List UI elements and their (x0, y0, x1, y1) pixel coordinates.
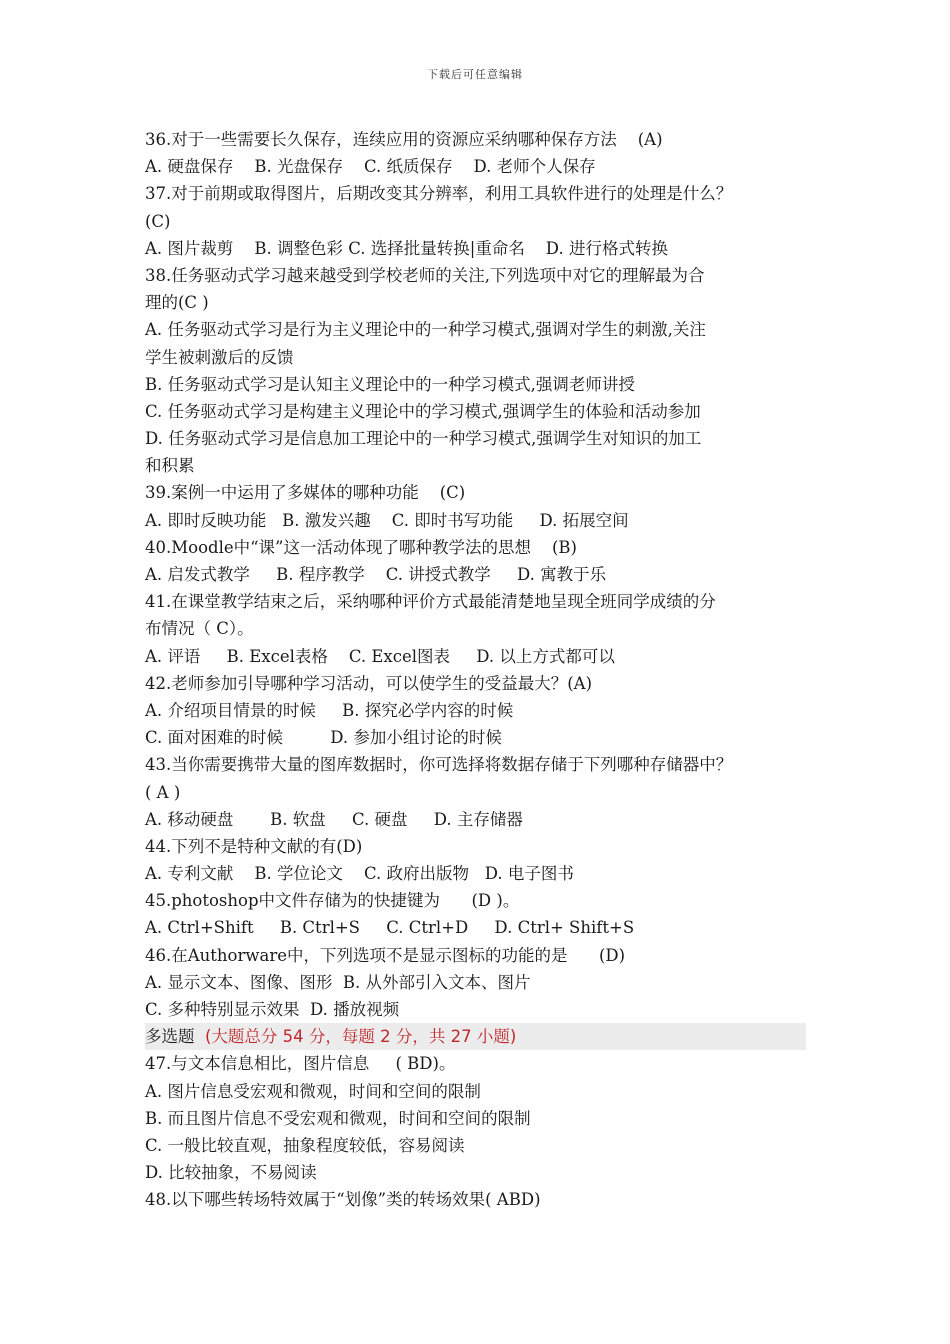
text-line: C. 一般比较直观，抽象程度较低，容易阅读 (145, 1135, 465, 1155)
text-line: A. 任务驱动式学习是行为主义理论中的一种学习模式,强调对学生的刺激,关注 (145, 320, 706, 340)
text-line: C. 多种特别显示效果 D. 播放视频 (145, 1000, 400, 1019)
text-line: A. 启发式教学 B. 程序教学 C. 讲授式教学 D. 寓教于乐 (145, 565, 607, 584)
document-body (145, 126, 810, 1214)
text-line: A. 介绍项目情景的时候 B. 探究必学内容的时候 (145, 700, 514, 720)
text-line: A. 即时反映功能 B. 激发兴趣 C. 即时书写功能 D. 拓展空间 (145, 510, 629, 530)
text-line: A. 显示文本、图像、图形 B. 从外部引入文本、图片 (145, 972, 531, 992)
text-line: D. 比较抽象，不易阅读 (145, 1163, 317, 1183)
page-header: 下载后可任意编辑 (427, 68, 523, 81)
text-line: ( A ) (145, 782, 181, 802)
text-line: D. 任务驱动式学习是信息加工理论中的一种学习模式,强调学生对知识的加工 (145, 429, 702, 449)
text-line: 39.案例一中运用了多媒体的哪种功能 (C) (145, 483, 466, 503)
text-line: A. Ctrl+Shift B. Ctrl+S C. Ctrl+D D. Ctrl+ Shift+S (145, 918, 635, 938)
text-line: A. 图片裁剪 B. 调整色彩 C. 选择批量转换|重命名 D. 进行格式转换 (145, 238, 668, 258)
text-line: 36.对于一些需要长久保存，连续应用的资源应采纳哪种保存方法 (A) (145, 130, 663, 149)
text-line: A. 评语 B. Excel表格 C. Excel图表 D. 以上方式都可以 (145, 646, 615, 666)
text-line: 37.对于前期或取得图片，后期改变其分辨率，利用工具软件进行的处理是什么？ (145, 184, 733, 204)
text-line: B. 而且图片信息不受宏观和微观，时间和空间的限制 (145, 1108, 531, 1128)
text-line: C. 面对困难的时候 D. 参加小组讨论的时候 (145, 728, 502, 748)
text-line: 43.当你需要携带大量的图库数据时，你可选择将数据存储于下列哪种存储器中？ (145, 755, 733, 775)
text-line: C. 任务驱动式学习是构建主义理论中的学习模式,强调学生的体验和活动参加 (145, 401, 701, 421)
text-line: B. 任务驱动式学习是认知主义理论中的一种学习模式,强调老师讲授 (145, 374, 635, 394)
text-line: 38.任务驱动式学习越来越受到学校老师的关注,下列选项中对它的理解最为合 (145, 265, 705, 285)
text-line: 布情况（ C）。 (145, 619, 254, 639)
text-line: A. 专利文献 B. 学位论文 C. 政府出版物 D. 电子图书 (145, 864, 574, 884)
section-heading (145, 1023, 806, 1050)
text-line: 和积累 (145, 456, 195, 476)
text-line: 47.与文本信息相比，图片信息 ( BD)。 (145, 1054, 456, 1074)
text-line: (C) (145, 211, 171, 231)
text-line: 40.Moodle中“课”这一活动体现了哪种教学法的思想 (B) (145, 537, 577, 557)
text-line: 48.以下哪些转场特效属于“划像”类的转场效果( ABD) (145, 1190, 541, 1210)
section-note: (大题总分 54 分，每题 2 分，共 27 小题) (205, 1027, 517, 1047)
text-line: 理的(C ) (145, 293, 209, 313)
text-line: A. 移动硬盘 B. 软盘 C. 硬盘 D. 主存储器 (145, 809, 523, 829)
text-line: 42.老师参加引导哪种学习活动，可以使学生的受益最大？(A) (145, 673, 593, 693)
text-line: A. 图片信息受宏观和微观，时间和空间的限制 (145, 1081, 481, 1101)
text-line: 41.在课堂教学结束之后，采纳哪种评价方式最能清楚地呈现全班同学成绩的分 (145, 592, 716, 612)
text-line: A. 硬盘保存 B. 光盘保存 C. 纸质保存 D. 老师个人保存 (145, 157, 596, 177)
section-title: 多选题 (145, 1027, 205, 1047)
text-line: 46.在Authorware中，下列选项不是显示图标的功能的是 (D) (145, 945, 626, 965)
text-line: 44.下列不是特种文献的有(D) (145, 836, 363, 856)
text-line: 45.photoshop中文件存储为的快捷键为 (D )。 (145, 891, 520, 911)
text-line: 学生被刺激后的反馈 (145, 347, 294, 367)
